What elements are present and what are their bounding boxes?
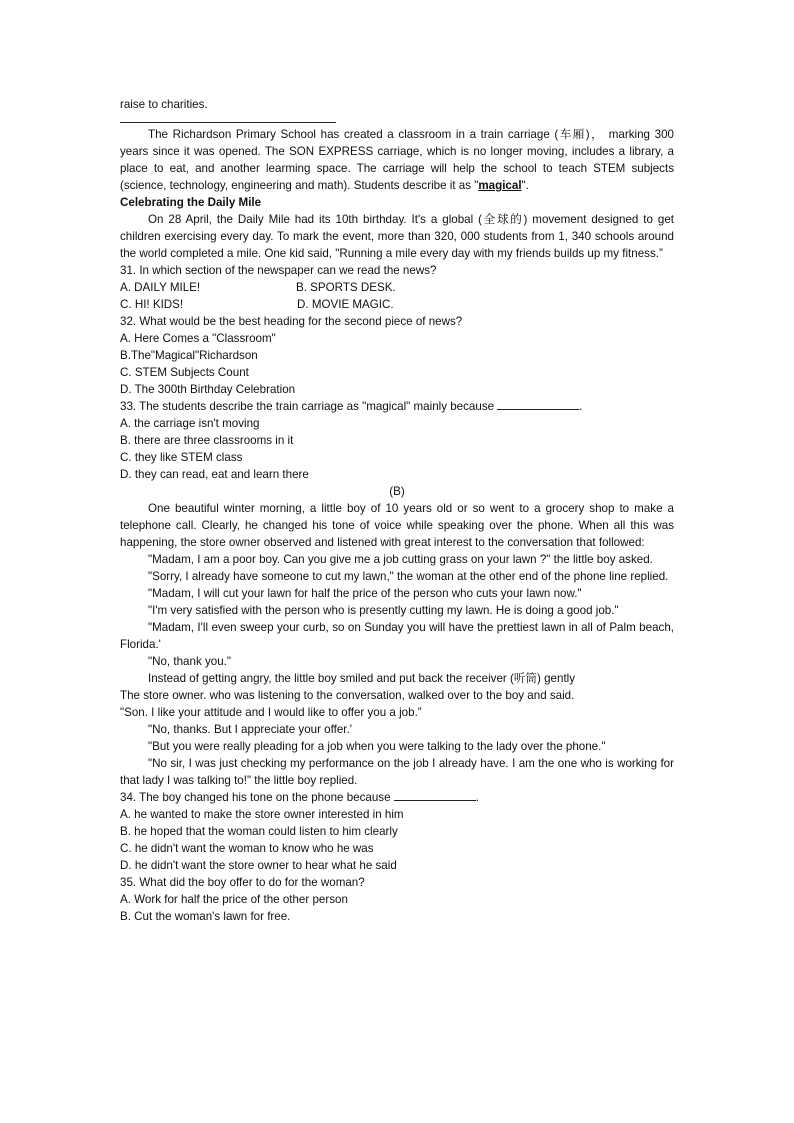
q31-option-a: A. DAILY MILE! (120, 281, 201, 294)
q35-option-b: B. Cut the woman's lawn for free. (120, 910, 291, 923)
q31-options-row-1 (120, 279, 674, 296)
daily-mile-heading: Celebrating the Daily Mile (120, 196, 262, 209)
q33-option-b: B. there are three classrooms in it (120, 434, 294, 447)
q34-option-d: D. he didn't want the store owner to hear what he said (120, 859, 397, 872)
passage-b-para-10: "But you were really pleading for a job when you were talking to the lady over the phone." (148, 740, 606, 753)
q33-answer-blank (497, 398, 579, 410)
passage-b-para-2: "Madam, I am a poor boy. Can you give me a job cutting grass on your lawn ?" the little boy asked. (148, 553, 653, 566)
q32-option-d: D. The 300th Birthday Celebration (120, 383, 296, 396)
passage-b-para-8: Instead of getting angry, the little boy smiled and put back the receiver (听筒) gently (148, 672, 576, 685)
separator-rule (120, 113, 336, 123)
q35-stem: 35. What did the boy offer to do for the woman? (120, 876, 365, 889)
q34-stem: 34. The boy changed his tone on the phone because (120, 791, 391, 804)
passage-b-para-11: "No sir, I was just checking my performance on the job I already have. I am the one who is working for that lady I was talking to!" the little boy replied. (120, 757, 674, 787)
q32-option-a: A. Here Comes a "Classroom" (120, 332, 276, 345)
q33-stem-line (120, 398, 674, 415)
q31-option-b: B. SPORTS DESK. (296, 281, 396, 294)
passage-b-para-6: "Madam, I'll even sweep your curb, so on Sunday you will have the prettiest lawn in all of Palm beach, Florida.' (120, 621, 674, 651)
passage-b-para-5: "I'm very satisfied with the person who is presently cutting my lawn. He is doing a good job." (148, 604, 619, 617)
q32-option-b: B.The"Magical"Richardson (120, 349, 258, 362)
passage-b-para-9: "No, thanks. But I appreciate your offer.' (148, 723, 352, 736)
q31-options-row-2 (120, 296, 674, 313)
magical-word: magical (478, 179, 522, 192)
q33-option-a: A. the carriage isn't moving (120, 417, 260, 430)
passage-b-para-1: One beautiful winter morning, a little boy of 10 years old or so went to a grocery shop to make a telephone call. Clearly, he changed his tone of voice while speaking over the phone. When all this was happening, the store owner observed and listened with great interest to the conversation that followed: (120, 502, 674, 549)
passage-b-label: (B) (389, 485, 405, 498)
q31-stem: 31. In which section of the newspaper can we read the news? (120, 264, 437, 277)
news-richardson-paragraph (120, 126, 674, 194)
document-page (120, 96, 674, 925)
q33-option-c: C. they like STEM class (120, 451, 243, 464)
q33-stem: 33. The students describe the train carriage as "magical" mainly because (120, 400, 495, 413)
q34-answer-blank (394, 789, 476, 801)
q34-option-a: A. he wanted to make the store owner interested in him (120, 808, 404, 821)
passage-b-para-7: "No, thank you." (148, 655, 231, 668)
q35-option-a: A. Work for half the price of the other person (120, 893, 348, 906)
news-richardson-end: ". (521, 179, 529, 192)
passage-b-line-son: "Son. I like your attitude and I would like to offer you a job.” (120, 706, 422, 719)
q34-stem-line (120, 789, 674, 806)
q32-option-c: C. STEM Subjects Count (120, 366, 249, 379)
q34-stem-end: . (475, 791, 479, 804)
passage-b-para-4: "Madam, I will cut your lawn for half the price of the person who cuts your lawn now." (148, 587, 582, 600)
q31-option-c: C. HI! KIDS! (120, 298, 184, 311)
q33-option-d: D. they can read, eat and learn there (120, 468, 309, 481)
top-line: raise to charities. (120, 98, 208, 111)
q34-option-b: B. he hoped that the woman could listen to him clearly (120, 825, 398, 838)
q32-stem: 32. What would be the best heading for the second piece of news? (120, 315, 463, 328)
q31-option-d: D. MOVIE MAGIC. (297, 298, 394, 311)
passage-b-line-owner: The store owner. who was listening to the conversation, walked over to the boy and said. (120, 689, 575, 702)
daily-mile-paragraph: On 28 April, the Daily Mile had its 10th birthday. It's a global (全球的) movement designed to get children exercising every day. To mark the event, more than 320, 000 students from 1, 340 schools around the world completed a mile. One kid said, "Running a mile every day with my friends builds up my fitness.” (120, 213, 674, 260)
q33-stem-end: . (579, 400, 583, 413)
news-richardson-text: The Richardson Primary School has created a classroom in a train carriage (车厢)， marking 300 years since it was opened. The SON EXPRESS carriage, which is no longer moving, includes a library, a place to eat, and another learming space. The carriage will help the school to teach STEM subjects (science, technology, engineering and math). Students describe it as " (120, 128, 674, 192)
passage-b-para-3: "Sorry, I already have someone to cut my lawn," the woman at the other end of the phone line replied. (148, 570, 669, 583)
q34-option-c: C. he didn't want the woman to know who he was (120, 842, 374, 855)
